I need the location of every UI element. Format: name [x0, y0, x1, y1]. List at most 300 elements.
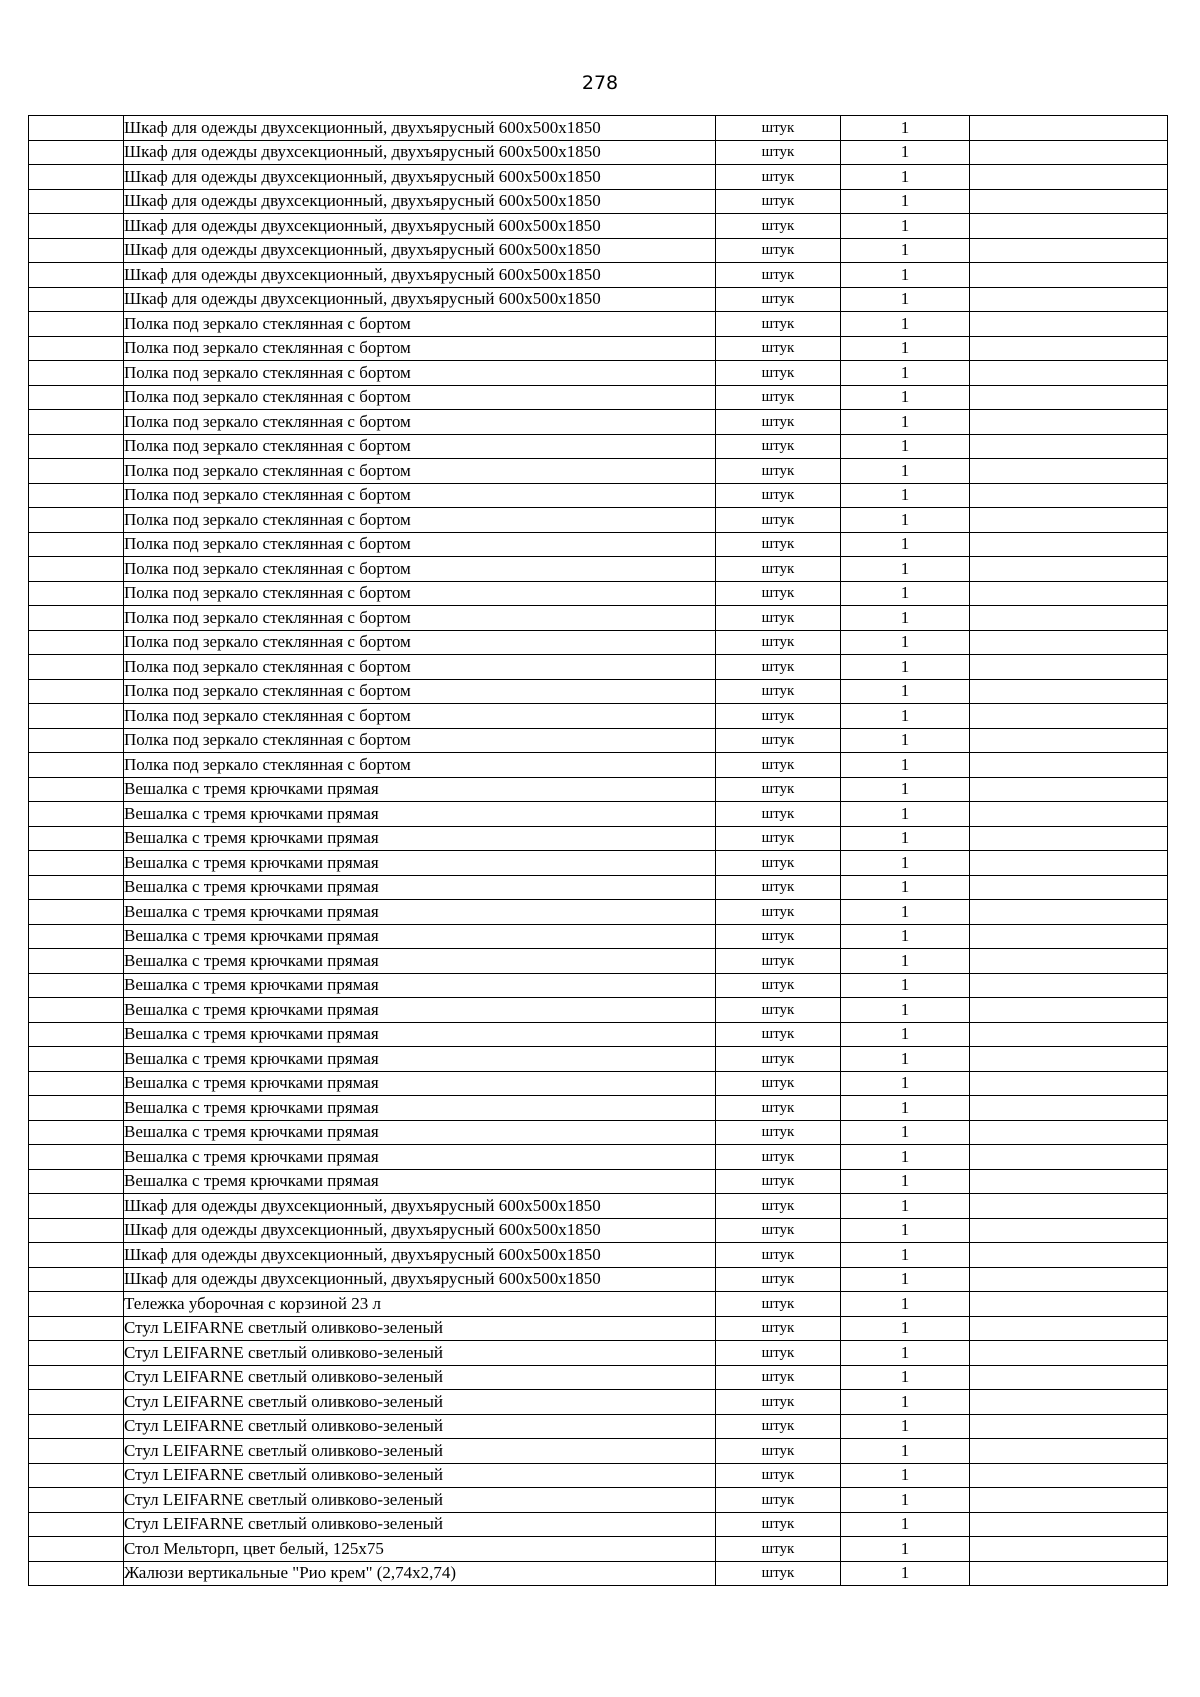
row-number-cell	[29, 532, 124, 557]
item-name-cell: Полка под зеркало стеклянная с бортом	[124, 606, 716, 631]
note-cell	[970, 1022, 1168, 1047]
table-row	[29, 214, 1168, 239]
note-cell	[970, 238, 1168, 263]
unit-cell: штук	[716, 287, 841, 312]
item-name-cell: Стул LEIFARNE светлый оливково-зеленый	[124, 1488, 716, 1513]
item-name-cell: Стол Мельторп, цвет белый, 125х75	[124, 1537, 716, 1562]
row-number-cell	[29, 1365, 124, 1390]
row-number-cell	[29, 1071, 124, 1096]
row-number-cell	[29, 900, 124, 925]
table-row	[29, 508, 1168, 533]
table-row	[29, 875, 1168, 900]
unit-cell: штук	[716, 434, 841, 459]
row-number-cell	[29, 998, 124, 1023]
table-row	[29, 1365, 1168, 1390]
unit-cell: штук	[716, 1390, 841, 1415]
item-name-cell: Шкаф для одежды двухсекционный, двухъярусный 600х500х1850	[124, 189, 716, 214]
item-name-cell: Вешалка с тремя крючками прямая	[124, 949, 716, 974]
row-number-cell	[29, 165, 124, 190]
quantity-cell: 1	[841, 1537, 970, 1562]
item-name-cell: Шкаф для одежды двухсекционный, двухъярусный 600х500х1850	[124, 214, 716, 239]
table-row	[29, 851, 1168, 876]
table-row	[29, 312, 1168, 337]
row-number-cell	[29, 924, 124, 949]
item-name-cell: Шкаф для одежды двухсекционный, двухъярусный 600х500х1850	[124, 140, 716, 165]
row-number-cell	[29, 1145, 124, 1170]
item-name-cell: Шкаф для одежды двухсекционный, двухъярусный 600х500х1850	[124, 116, 716, 141]
item-name-cell: Вешалка с тремя крючками прямая	[124, 900, 716, 925]
row-number-cell	[29, 875, 124, 900]
item-name-cell: Полка под зеркало стеклянная с бортом	[124, 434, 716, 459]
note-cell	[970, 949, 1168, 974]
unit-cell: штук	[716, 189, 841, 214]
quantity-cell: 1	[841, 581, 970, 606]
row-number-cell	[29, 1414, 124, 1439]
item-name-cell: Полка под зеркало стеклянная с бортом	[124, 312, 716, 337]
quantity-cell: 1	[841, 1267, 970, 1292]
row-number-cell	[29, 483, 124, 508]
note-cell	[970, 1120, 1168, 1145]
unit-cell: штук	[716, 728, 841, 753]
table-row	[29, 1414, 1168, 1439]
unit-cell: штук	[716, 655, 841, 680]
unit-cell: штук	[716, 998, 841, 1023]
unit-cell: штук	[716, 532, 841, 557]
note-cell	[970, 655, 1168, 680]
quantity-cell: 1	[841, 1194, 970, 1219]
unit-cell: штук	[716, 140, 841, 165]
table-row	[29, 655, 1168, 680]
row-number-cell	[29, 1292, 124, 1317]
note-cell	[970, 630, 1168, 655]
table-row	[29, 630, 1168, 655]
row-number-cell	[29, 557, 124, 582]
item-name-cell: Вешалка с тремя крючками прямая	[124, 1145, 716, 1170]
unit-cell: штук	[716, 557, 841, 582]
note-cell	[970, 851, 1168, 876]
quantity-cell: 1	[841, 1243, 970, 1268]
quantity-cell: 1	[841, 1169, 970, 1194]
table-row	[29, 263, 1168, 288]
quantity-cell: 1	[841, 998, 970, 1023]
quantity-cell: 1	[841, 1463, 970, 1488]
item-name-cell: Вешалка с тремя крючками прямая	[124, 973, 716, 998]
note-cell	[970, 483, 1168, 508]
row-number-cell	[29, 238, 124, 263]
item-name-cell: Полка под зеркало стеклянная с бортом	[124, 410, 716, 435]
unit-cell: штук	[716, 361, 841, 386]
item-name-cell: Полка под зеркало стеклянная с бортом	[124, 508, 716, 533]
table-row	[29, 1194, 1168, 1219]
item-name-cell: Шкаф для одежды двухсекционный, двухъярусный 600х500х1850	[124, 238, 716, 263]
item-name-cell: Вешалка с тремя крючками прямая	[124, 1022, 716, 1047]
table-row	[29, 826, 1168, 851]
unit-cell: штук	[716, 1120, 841, 1145]
quantity-cell: 1	[841, 1145, 970, 1170]
unit-cell: штук	[716, 1071, 841, 1096]
unit-cell: штук	[716, 581, 841, 606]
unit-cell: штук	[716, 1218, 841, 1243]
note-cell	[970, 753, 1168, 778]
unit-cell: штук	[716, 802, 841, 827]
unit-cell: штук	[716, 704, 841, 729]
row-number-cell	[29, 385, 124, 410]
quantity-cell: 1	[841, 434, 970, 459]
item-name-cell: Вешалка с тремя крючками прямая	[124, 777, 716, 802]
note-cell	[970, 508, 1168, 533]
quantity-cell: 1	[841, 287, 970, 312]
row-number-cell	[29, 655, 124, 680]
note-cell	[970, 116, 1168, 141]
row-number-cell	[29, 1316, 124, 1341]
unit-cell: штук	[716, 826, 841, 851]
note-cell	[970, 826, 1168, 851]
table-row	[29, 728, 1168, 753]
unit-cell: штук	[716, 1488, 841, 1513]
note-cell	[970, 973, 1168, 998]
quantity-cell: 1	[841, 1439, 970, 1464]
unit-cell: штук	[716, 1145, 841, 1170]
quantity-cell: 1	[841, 1512, 970, 1537]
quantity-cell: 1	[841, 557, 970, 582]
note-cell	[970, 802, 1168, 827]
note-cell	[970, 140, 1168, 165]
note-cell	[970, 434, 1168, 459]
row-number-cell	[29, 1561, 124, 1586]
row-number-cell	[29, 1169, 124, 1194]
row-number-cell	[29, 728, 124, 753]
note-cell	[970, 312, 1168, 337]
table-row	[29, 1071, 1168, 1096]
item-name-cell: Полка под зеркало стеклянная с бортом	[124, 532, 716, 557]
item-name-cell: Полка под зеркало стеклянная с бортом	[124, 679, 716, 704]
table-row	[29, 581, 1168, 606]
note-cell	[970, 1512, 1168, 1537]
item-name-cell: Вешалка с тремя крючками прямая	[124, 1120, 716, 1145]
quantity-cell: 1	[841, 116, 970, 141]
item-name-cell: Тележка уборочная с корзиной 23 л	[124, 1292, 716, 1317]
unit-cell: штук	[716, 1316, 841, 1341]
note-cell	[970, 1439, 1168, 1464]
row-number-cell	[29, 1537, 124, 1562]
unit-cell: штук	[716, 851, 841, 876]
row-number-cell	[29, 459, 124, 484]
quantity-cell: 1	[841, 1218, 970, 1243]
item-name-cell: Вешалка с тремя крючками прямая	[124, 1169, 716, 1194]
quantity-cell: 1	[841, 1071, 970, 1096]
note-cell	[970, 532, 1168, 557]
note-cell	[970, 1169, 1168, 1194]
unit-cell: штук	[716, 238, 841, 263]
quantity-cell: 1	[841, 214, 970, 239]
quantity-cell: 1	[841, 900, 970, 925]
row-number-cell	[29, 434, 124, 459]
table-row	[29, 1463, 1168, 1488]
row-number-cell	[29, 1022, 124, 1047]
note-cell	[970, 1071, 1168, 1096]
page-number: 278	[581, 72, 619, 94]
row-number-cell	[29, 336, 124, 361]
quantity-cell: 1	[841, 851, 970, 876]
item-name-cell: Стул LEIFARNE светлый оливково-зеленый	[124, 1463, 716, 1488]
row-number-cell	[29, 704, 124, 729]
item-name-cell: Вешалка с тремя крючками прямая	[124, 1071, 716, 1096]
row-number-cell	[29, 140, 124, 165]
row-number-cell	[29, 802, 124, 827]
note-cell	[970, 459, 1168, 484]
quantity-cell: 1	[841, 263, 970, 288]
row-number-cell	[29, 1439, 124, 1464]
table-row	[29, 1439, 1168, 1464]
table-row	[29, 557, 1168, 582]
quantity-cell: 1	[841, 679, 970, 704]
item-name-cell: Шкаф для одежды двухсекционный, двухъярусный 600х500х1850	[124, 1243, 716, 1268]
row-number-cell	[29, 361, 124, 386]
table-row	[29, 924, 1168, 949]
note-cell	[970, 1145, 1168, 1170]
inventory-table	[28, 115, 1168, 1586]
note-cell	[970, 1218, 1168, 1243]
item-name-cell: Полка под зеркало стеклянная с бортом	[124, 581, 716, 606]
row-number-cell	[29, 1243, 124, 1268]
item-name-cell: Вешалка с тремя крючками прямая	[124, 875, 716, 900]
table-row	[29, 165, 1168, 190]
row-number-cell	[29, 508, 124, 533]
table-row	[29, 1047, 1168, 1072]
row-number-cell	[29, 606, 124, 631]
quantity-cell: 1	[841, 704, 970, 729]
unit-cell: штук	[716, 116, 841, 141]
note-cell	[970, 336, 1168, 361]
row-number-cell	[29, 1267, 124, 1292]
table-row	[29, 532, 1168, 557]
table-row	[29, 777, 1168, 802]
item-name-cell: Вешалка с тремя крючками прямая	[124, 851, 716, 876]
table-row	[29, 679, 1168, 704]
note-cell	[970, 900, 1168, 925]
note-cell	[970, 924, 1168, 949]
unit-cell: штук	[716, 483, 841, 508]
item-name-cell: Полка под зеркало стеклянная с бортом	[124, 557, 716, 582]
quantity-cell: 1	[841, 189, 970, 214]
table-row	[29, 1488, 1168, 1513]
note-cell	[970, 581, 1168, 606]
item-name-cell: Полка под зеркало стеклянная с бортом	[124, 704, 716, 729]
table-row	[29, 802, 1168, 827]
note-cell	[970, 1096, 1168, 1121]
unit-cell: штук	[716, 459, 841, 484]
quantity-cell: 1	[841, 1292, 970, 1317]
item-name-cell: Шкаф для одежды двухсекционный, двухъярусный 600х500х1850	[124, 1194, 716, 1219]
unit-cell: штук	[716, 630, 841, 655]
unit-cell: штук	[716, 973, 841, 998]
item-name-cell: Вешалка с тремя крючками прямая	[124, 826, 716, 851]
unit-cell: штук	[716, 410, 841, 435]
item-name-cell: Стул LEIFARNE светлый оливково-зеленый	[124, 1414, 716, 1439]
item-name-cell: Полка под зеркало стеклянная с бортом	[124, 483, 716, 508]
row-number-cell	[29, 312, 124, 337]
unit-cell: штук	[716, 214, 841, 239]
quantity-cell: 1	[841, 1561, 970, 1586]
unit-cell: штук	[716, 1022, 841, 1047]
quantity-cell: 1	[841, 140, 970, 165]
item-name-cell: Полка под зеркало стеклянная с бортом	[124, 361, 716, 386]
note-cell	[970, 557, 1168, 582]
table-row	[29, 140, 1168, 165]
unit-cell: штук	[716, 924, 841, 949]
item-name-cell: Стул LEIFARNE светлый оливково-зеленый	[124, 1316, 716, 1341]
item-name-cell: Шкаф для одежды двухсекционный, двухъярусный 600х500х1850	[124, 1267, 716, 1292]
note-cell	[970, 1390, 1168, 1415]
quantity-cell: 1	[841, 973, 970, 998]
note-cell	[970, 777, 1168, 802]
table-row	[29, 361, 1168, 386]
quantity-cell: 1	[841, 1365, 970, 1390]
row-number-cell	[29, 116, 124, 141]
unit-cell: штук	[716, 1512, 841, 1537]
quantity-cell: 1	[841, 238, 970, 263]
note-cell	[970, 287, 1168, 312]
row-number-cell	[29, 1218, 124, 1243]
table-row	[29, 1537, 1168, 1562]
unit-cell: штук	[716, 1439, 841, 1464]
item-name-cell: Полка под зеркало стеклянная с бортом	[124, 385, 716, 410]
table-row	[29, 949, 1168, 974]
note-cell	[970, 728, 1168, 753]
row-number-cell	[29, 287, 124, 312]
quantity-cell: 1	[841, 410, 970, 435]
row-number-cell	[29, 826, 124, 851]
unit-cell: штук	[716, 312, 841, 337]
note-cell	[970, 165, 1168, 190]
unit-cell: штук	[716, 1463, 841, 1488]
row-number-cell	[29, 1390, 124, 1415]
quantity-cell: 1	[841, 1120, 970, 1145]
row-number-cell	[29, 1488, 124, 1513]
item-name-cell: Полка под зеркало стеклянная с бортом	[124, 336, 716, 361]
unit-cell: штук	[716, 679, 841, 704]
table-row	[29, 1169, 1168, 1194]
table-row	[29, 116, 1168, 141]
note-cell	[970, 1365, 1168, 1390]
table-row	[29, 973, 1168, 998]
row-number-cell	[29, 1096, 124, 1121]
table-row	[29, 1512, 1168, 1537]
row-number-cell	[29, 189, 124, 214]
unit-cell: штук	[716, 900, 841, 925]
note-cell	[970, 410, 1168, 435]
note-cell	[970, 1047, 1168, 1072]
quantity-cell: 1	[841, 924, 970, 949]
table-row	[29, 1561, 1168, 1586]
quantity-cell: 1	[841, 459, 970, 484]
item-name-cell: Полка под зеркало стеклянная с бортом	[124, 753, 716, 778]
unit-cell: штук	[716, 777, 841, 802]
table-row	[29, 606, 1168, 631]
note-cell	[970, 1292, 1168, 1317]
row-number-cell	[29, 1047, 124, 1072]
table-row	[29, 1218, 1168, 1243]
unit-cell: штук	[716, 508, 841, 533]
note-cell	[970, 1414, 1168, 1439]
table-row	[29, 410, 1168, 435]
item-name-cell: Стул LEIFARNE светлый оливково-зеленый	[124, 1512, 716, 1537]
unit-cell: штук	[716, 1243, 841, 1268]
table-row	[29, 753, 1168, 778]
item-name-cell: Стул LEIFARNE светлый оливково-зеленый	[124, 1341, 716, 1366]
unit-cell: штук	[716, 1194, 841, 1219]
item-name-cell: Стул LEIFARNE светлый оливково-зеленый	[124, 1365, 716, 1390]
table-row	[29, 336, 1168, 361]
quantity-cell: 1	[841, 1316, 970, 1341]
row-number-cell	[29, 679, 124, 704]
note-cell	[970, 1243, 1168, 1268]
table-row	[29, 1243, 1168, 1268]
table-row	[29, 1120, 1168, 1145]
table-row	[29, 189, 1168, 214]
unit-cell: штук	[716, 1365, 841, 1390]
unit-cell: штук	[716, 263, 841, 288]
item-name-cell: Стул LEIFARNE светлый оливково-зеленый	[124, 1390, 716, 1415]
quantity-cell: 1	[841, 1341, 970, 1366]
unit-cell: штук	[716, 1561, 841, 1586]
quantity-cell: 1	[841, 483, 970, 508]
item-name-cell: Вешалка с тремя крючками прямая	[124, 1047, 716, 1072]
row-number-cell	[29, 851, 124, 876]
row-number-cell	[29, 777, 124, 802]
note-cell	[970, 606, 1168, 631]
note-cell	[970, 189, 1168, 214]
unit-cell: штук	[716, 1292, 841, 1317]
row-number-cell	[29, 263, 124, 288]
table-row	[29, 483, 1168, 508]
quantity-cell: 1	[841, 655, 970, 680]
table-row	[29, 1145, 1168, 1170]
unit-cell: штук	[716, 875, 841, 900]
table-row	[29, 1292, 1168, 1317]
note-cell	[970, 1488, 1168, 1513]
unit-cell: штук	[716, 1341, 841, 1366]
unit-cell: штук	[716, 753, 841, 778]
unit-cell: штук	[716, 336, 841, 361]
unit-cell: штук	[716, 1047, 841, 1072]
quantity-cell: 1	[841, 1390, 970, 1415]
quantity-cell: 1	[841, 165, 970, 190]
note-cell	[970, 704, 1168, 729]
item-name-cell: Шкаф для одежды двухсекционный, двухъярусный 600х500х1850	[124, 1218, 716, 1243]
quantity-cell: 1	[841, 949, 970, 974]
unit-cell: штук	[716, 165, 841, 190]
note-cell	[970, 1316, 1168, 1341]
quantity-cell: 1	[841, 606, 970, 631]
quantity-cell: 1	[841, 532, 970, 557]
table-row	[29, 704, 1168, 729]
quantity-cell: 1	[841, 312, 970, 337]
unit-cell: штук	[716, 1414, 841, 1439]
row-number-cell	[29, 753, 124, 778]
row-number-cell	[29, 1341, 124, 1366]
note-cell	[970, 214, 1168, 239]
note-cell	[970, 361, 1168, 386]
quantity-cell: 1	[841, 826, 970, 851]
item-name-cell: Стул LEIFARNE светлый оливково-зеленый	[124, 1439, 716, 1464]
row-number-cell	[29, 581, 124, 606]
row-number-cell	[29, 1512, 124, 1537]
unit-cell: штук	[716, 949, 841, 974]
item-name-cell: Шкаф для одежды двухсекционный, двухъярусный 600х500х1850	[124, 287, 716, 312]
item-name-cell: Шкаф для одежды двухсекционный, двухъярусный 600х500х1850	[124, 165, 716, 190]
item-name-cell: Полка под зеркало стеклянная с бортом	[124, 655, 716, 680]
